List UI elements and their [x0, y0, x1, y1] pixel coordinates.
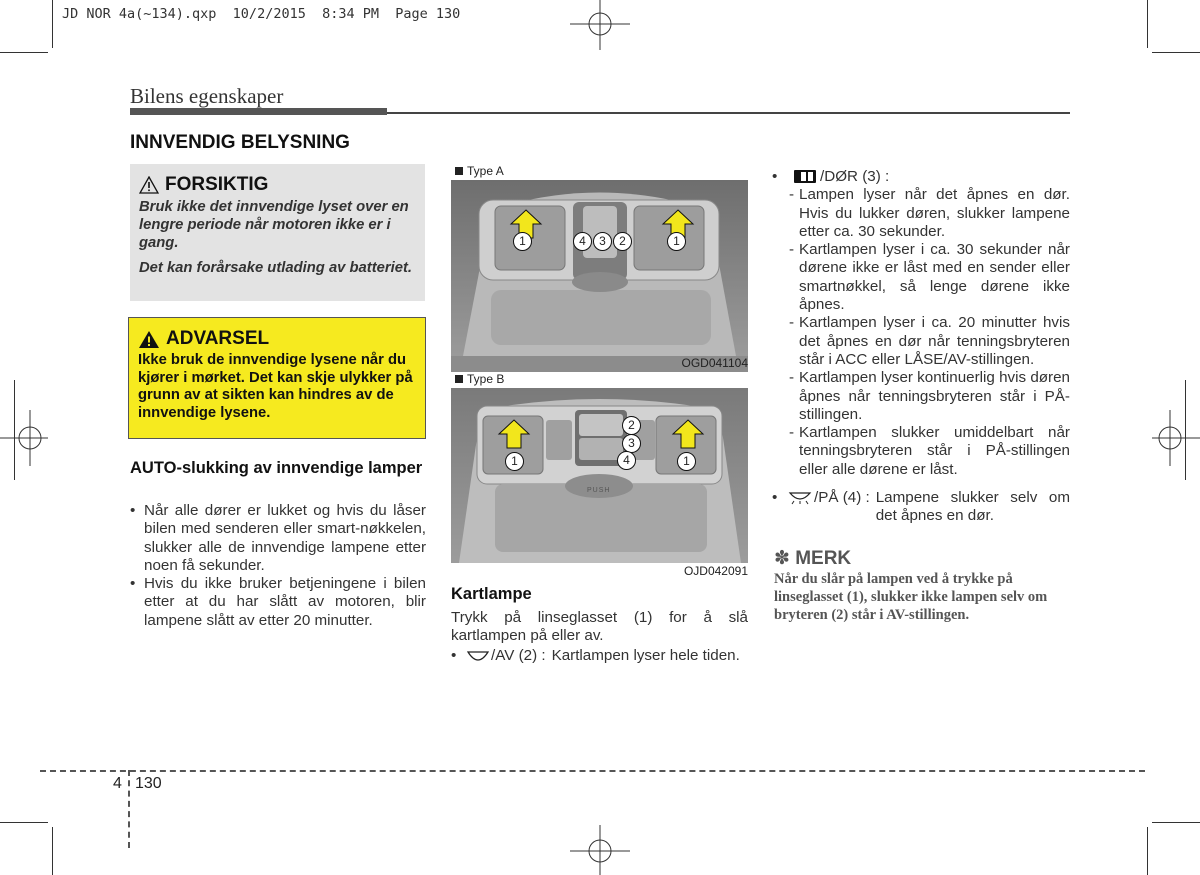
list-item: - Kartlampen lyser i ca. 30 sekunder når dørene ikke er låst med en sender eller smartnøkkel, så lenge dørene ikke åpnes.	[772, 241, 1070, 314]
map-lamp-off-label: /AV (2) :	[491, 647, 546, 664]
list-item: - Kartlampen slukker umiddelbart når tenningsbryteren står i PÅ-stillingen eller alle dørene er låst.	[772, 424, 1070, 479]
footer-divider	[128, 770, 130, 848]
caution-triangle-icon	[139, 176, 159, 194]
warning-text: Ikke bruk de innvendige lysene når du kjører i mørket. Det kan skje ulykker på grunn av at sikten kan hindres av de innvendige lysene.	[138, 352, 413, 421]
map-lamp-off-item: • /AV (2) : Kartlampen lyser hele tiden.	[451, 647, 740, 664]
registration-mark-icon	[570, 0, 630, 50]
callout-2: 2	[622, 416, 641, 435]
door-lamp-label: /DØR (3) :	[820, 168, 890, 185]
callout-1-left: 1	[505, 452, 524, 471]
warning-box	[128, 317, 426, 439]
caution-title: FORSIKTIG	[165, 174, 269, 195]
type-a-code: OGD041104	[681, 356, 748, 370]
caution-box	[130, 164, 425, 301]
header-rule-thin	[387, 112, 1070, 114]
map-lamp-off-text: Kartlampen lyser hele tiden.	[551, 647, 740, 664]
callout-3: 3	[593, 232, 612, 251]
callout-3: 3	[622, 434, 641, 453]
callout-4: 4	[617, 451, 636, 470]
callout-4: 4	[573, 232, 592, 251]
caution-paragraph: Bruk ikke det innvendige lyset over en lengre periode når motoren ikke er i gang.	[139, 199, 409, 251]
map-lamp-off-icon	[465, 650, 491, 662]
lamp-on-item: • /PÅ (4) : Lampene slukker selv om det åpnes en dør.	[772, 489, 1070, 525]
list-item: - Kartlampen lyser i ca. 20 minutter hvis det åpnes en dør når tenningsbryteren står i ACC eller LÅSE/AV-stillingen.	[772, 314, 1070, 369]
type-a-console-illustration	[451, 180, 748, 356]
callout-1-left: 1	[513, 232, 532, 251]
warning-title: ADVARSEL	[166, 328, 270, 349]
note-title: ✽ MERK	[774, 548, 852, 569]
list-item: • Hvis du ikke bruker betjeningene i bilen etter at du har slått av motoren, blir lampene slått av etter 20 minutter.	[130, 575, 426, 630]
map-lamp-heading: Kartlampe	[451, 585, 532, 603]
note-text: Når du slår på lampen ved å trykke på linseglasset (1), slukker ikke lampen selv om bryteren (2) står i AV-stillingen.	[774, 571, 1048, 623]
warning-triangle-icon	[138, 330, 160, 349]
footer-rule	[40, 770, 1145, 772]
warning-title-row	[138, 328, 416, 350]
door-lamp-item: • /DØR (3) : - Lampen lyser når det åpnes en dør. Hvis du lukker døren, slukker lampene etter ca. 30 sekunder. - Kartlampen lyser i ca. 30 sekunder når dørene ikke er låst med en sender eller smartnøkkel, så lenge dørene ikke åpnes. - Kartlampen lyser i ca. 20 minutter hvis det åpnes en dør når tenningsbryteren står i ACC eller LÅSE/AV-stillingen. - Kartlampen lyser kontinuerlig hvis døren åpnes når tenningsbryteren står i PÅ-stillingen. - Kartlampen slukker umiddelbart når tenningsbryteren står i PÅ-stillingen eller alle dørene er låst.	[772, 168, 1070, 479]
caution-body	[139, 198, 416, 277]
push-label: PUSH	[587, 487, 611, 494]
type-b-label: Type B	[455, 372, 504, 386]
page-number: 130	[135, 775, 162, 792]
registration-mark-icon	[1152, 410, 1200, 466]
map-lamp-text: Trykk på linseglasset (1) for å slå kartlampen på eller av.	[451, 609, 748, 645]
type-a-label: Type A	[455, 164, 504, 178]
type-b-console-illustration	[451, 388, 748, 563]
list-item: • Når alle dører er lukket og hvis du låser bilen med senderen eller smart-nøkkelen, slukker alle de innvendige lampene etter noen få sekunder.	[130, 502, 426, 575]
lamp-on-text: Lampene slukker selv om det åpnes en dør.	[875, 489, 1070, 525]
type-b-code: OJD042091	[683, 564, 748, 578]
page-heading: INNVENDIG BELYSNING	[130, 132, 350, 153]
door-lamp-icon	[792, 169, 820, 185]
lamp-on-icon	[786, 491, 814, 505]
auto-off-list	[130, 502, 426, 630]
section-title: Bilens egenskaper	[130, 84, 284, 108]
registration-mark-icon	[0, 410, 48, 466]
auto-off-heading: AUTO-slukking av innvendige lamper	[130, 459, 423, 477]
header-rule	[130, 108, 387, 115]
list-item: - Kartlampen lyser kontinuerlig hvis døren åpnes når tenningsbryteren står i PÅ-stillingen.	[772, 369, 1070, 424]
door-lamp-list	[772, 186, 1070, 479]
caution-title-row	[139, 174, 416, 196]
registration-mark-icon	[570, 825, 630, 875]
type-b-image	[451, 388, 748, 563]
callout-1-right: 1	[667, 232, 686, 251]
printer-header: JD NOR 4a(~134).qxp 10/2/2015 8:34 PM Page 130	[62, 6, 461, 22]
lamp-on-label: /PÅ (4) :	[814, 489, 870, 506]
list-item: - Lampen lyser når det åpnes en dør. Hvis du lukker døren, slukker lampene etter ca. 30 sekunder.	[772, 186, 1070, 241]
callout-2: 2	[613, 232, 632, 251]
chapter-number: 4	[113, 775, 122, 792]
caution-paragraph: Det kan forårsake utlading av batteriet.	[139, 260, 413, 276]
type-a-image	[451, 180, 748, 372]
callout-1-right: 1	[677, 452, 696, 471]
